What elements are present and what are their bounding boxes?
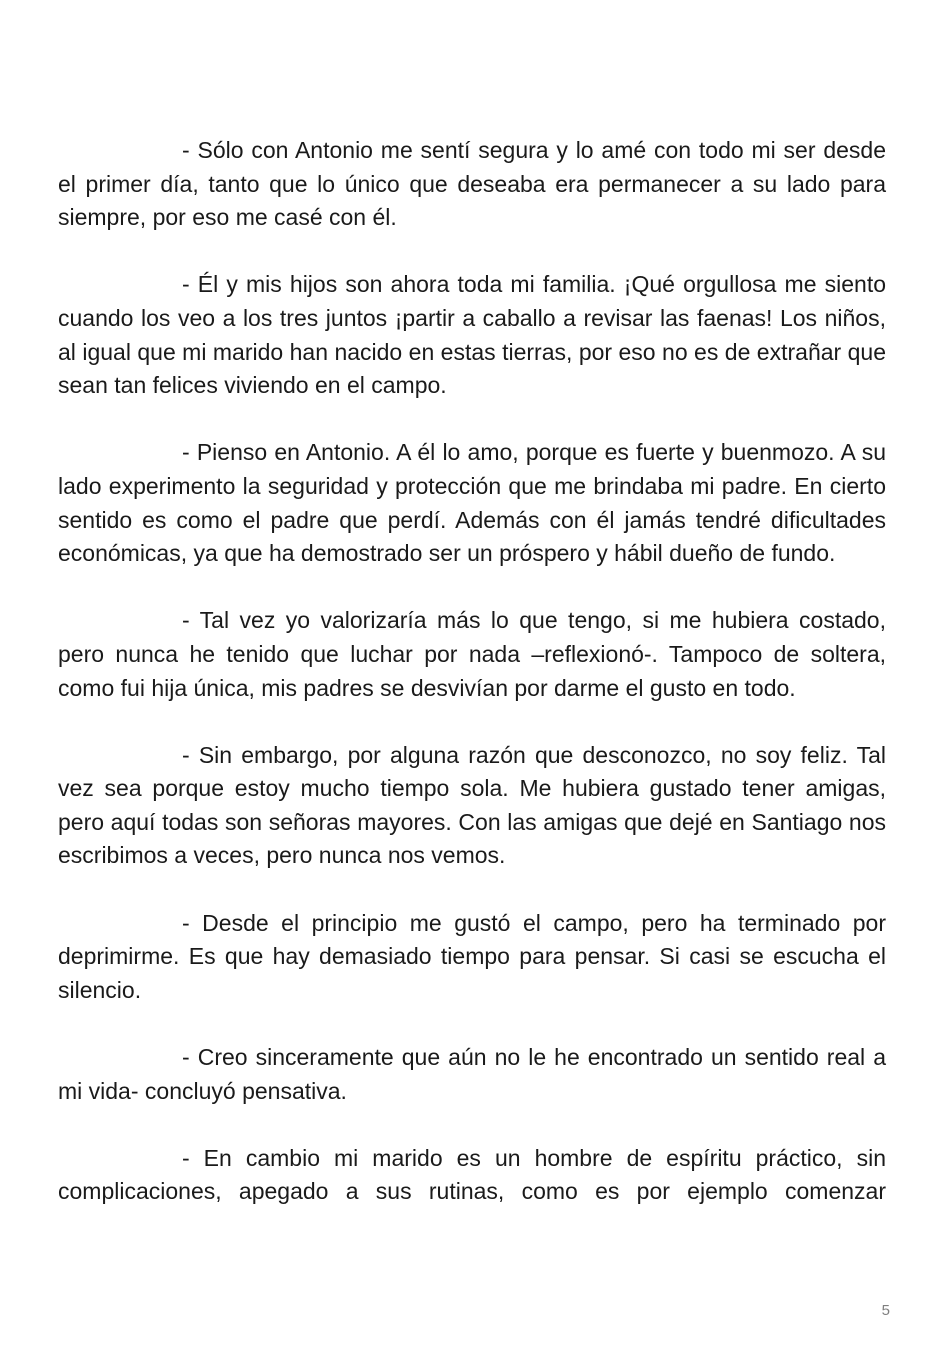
paragraph-7: - Creo sinceramente que aún no le he encontrado un sentido real a mi vida- concluyó pensativa. bbox=[58, 1044, 886, 1104]
paragraph-8: - En cambio mi marido es un hombre de espíritu práctico, sin complicaciones, apegado a sus rutinas, como es por ejemplo comenzar bbox=[58, 1144, 886, 1205]
paragraph-5: - Sin embargo, por alguna razón que desconozco, no soy feliz. Tal vez sea porque estoy mucho tiempo sola. Me hubiera gustado tener amigas, pero aquí todas son señoras mayores. Con las amigas que dejé en Santiago nos escribimos a veces, pero nunca nos vemos. bbox=[58, 741, 886, 869]
paragraph-6: - Desde el principio me gustó el campo, pero ha terminado por deprimirme. Es que hay demasiado tiempo para pensar. Si casi se escucha el silencio. bbox=[58, 909, 886, 1003]
page-number: 5 bbox=[881, 1302, 890, 1319]
paragraph-2: - Él y mis hijos son ahora toda mi familia. ¡Qué orgullosa me siento cuando los veo a los tres juntos ¡partir a caballo a revisar las faenas! Los niños, al igual que mi marido han nacido en estas tierras, por eso no es de extrañar que sean tan felices viviendo en el campo. bbox=[58, 271, 886, 399]
paragraph-4: - Tal vez yo valorizaría más lo que tengo, si me hubiera costado, pero nunca he tenido que luchar por nada –reflexionó-. Tampoco de soltera, como fui hija única, mis padres se desvivían por darme el gusto en todo. bbox=[58, 607, 886, 701]
paragraph-1: - Sólo con Antonio me sentí segura y lo amé con todo mi ser desde el primer día, tanto que lo único que deseaba era permanecer a su lado para siempre, por eso me casé con él. bbox=[58, 137, 886, 231]
paragraph-3: - Pienso en Antonio. A él lo amo, porque es fuerte y buenmozo. A su lado experimento la seguridad y protección que me brindaba mi padre. En cierto sentido es como el padre que perdí. Además con él jamás tendré dificultades económicas, ya que ha demostrado ser un próspero y hábil dueño de fundo. bbox=[58, 439, 886, 567]
body-text bbox=[58, 134, 886, 1209]
